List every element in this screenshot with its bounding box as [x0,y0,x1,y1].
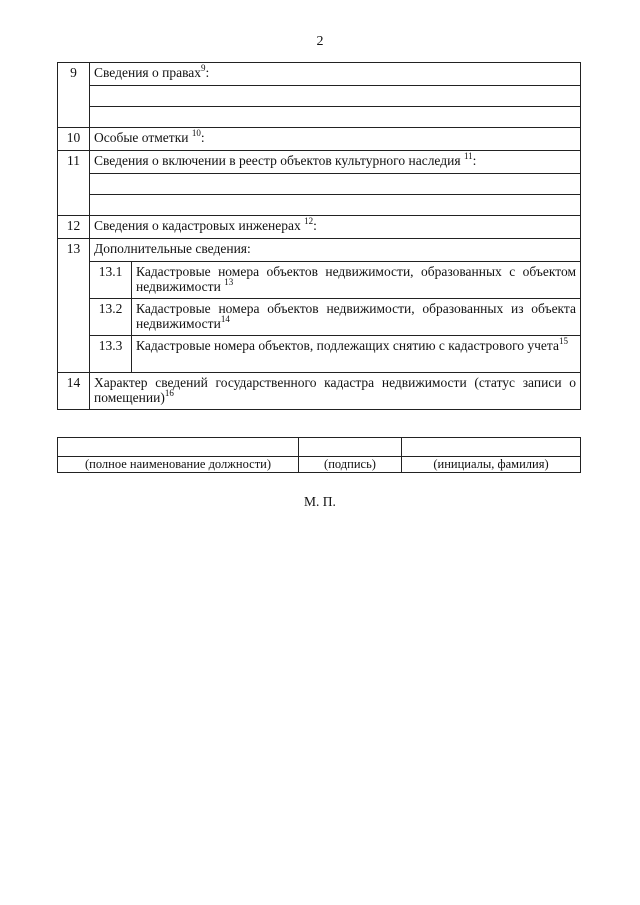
row-12 [58,216,581,239]
footnote-ref: 13 [224,277,234,287]
extract-table [57,62,581,410]
label-tail: : [472,153,477,168]
footnote-ref: 11 [463,151,473,161]
signature-table [57,437,581,473]
row-label [90,151,581,174]
position-caption: (полное наименование должности) [58,457,299,473]
name-field [402,438,581,457]
row-label: Дополнительные сведения: [90,239,581,262]
row-9 [58,63,581,86]
row-number: 9 [58,63,90,128]
row-number: 12 [58,216,90,239]
row-13-2 [58,299,581,336]
sub-row-label [132,262,581,299]
label-text: Сведения о кадастровых инженерах [94,218,305,233]
footnote-ref: 14 [220,314,230,324]
row-number: 14 [58,373,90,410]
stamp-place: М. П. [304,494,336,509]
sub-row-number: 13.2 [90,299,132,336]
label-text: Кадастровые номера объектов недвижимости, образованных с объектом недвижимости [136,264,576,294]
row-13-3 [58,336,581,373]
row-11-blank-1 [58,174,581,195]
row-label [90,373,581,410]
label-text: Кадастровые номера объектов недвижимости, образованных из объекта недвижимости [136,301,576,331]
row-label [90,216,581,239]
row-9-blank-1 [58,86,581,107]
label-tail: : [200,130,205,145]
row-13 [58,239,581,262]
signature-caption-row [58,457,581,473]
label-text: Сведения о правах [94,65,202,80]
label-text: Характер сведений государственного кадастра недвижимости (статус записи о помещении) [94,375,576,405]
label-tail: : [313,218,317,233]
name-caption: (инициалы, фамилия) [402,457,581,473]
empty-cell [90,195,581,216]
page-number: 2 [316,34,324,49]
footnote-ref: 10 [191,128,201,138]
label-text: Особые отметки [94,130,192,145]
label-text: Сведения о включении в реестр объектов культурного наследия [94,153,464,168]
sub-row-label [132,336,581,373]
row-number: 11 [58,151,90,216]
signature-blank-row [58,438,581,457]
row-14 [58,373,581,410]
row-11 [58,151,581,174]
row-label [90,63,581,86]
row-10 [58,128,581,151]
row-number: 13 [58,239,90,373]
label-text: Кадастровые номера объектов, подлежащих снятию с кадастрового учета [136,338,559,353]
position-field [58,438,299,457]
label-tail: : [205,65,210,80]
footnote-ref: 16 [164,388,174,398]
row-13-1 [58,262,581,299]
sub-row-label [132,299,581,336]
empty-cell [90,174,581,195]
empty-cell [90,86,581,107]
footnote-ref: 15 [558,336,568,346]
footnote-ref: 12 [304,216,314,226]
footnote-ref: 9 [201,63,206,73]
sub-row-number: 13.1 [90,262,132,299]
empty-cell [90,107,581,128]
row-11-blank-2 [58,195,581,216]
signature-caption: (подпись) [299,457,402,473]
row-9-blank-2 [58,107,581,128]
row-number: 10 [58,128,90,151]
sub-row-number: 13.3 [90,336,132,373]
row-label [90,128,581,151]
signature-field [299,438,402,457]
